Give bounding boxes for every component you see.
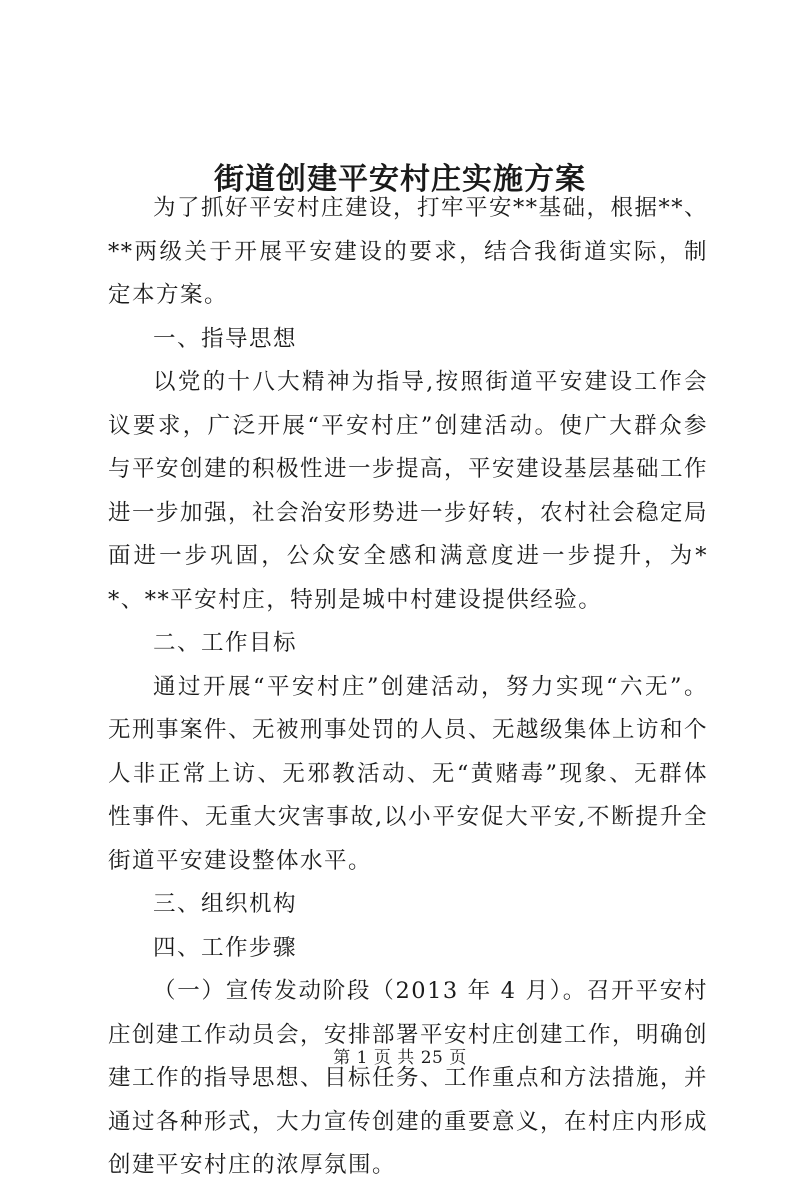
section-paragraph-guiding-ideology: 以党的十八大精神为指导,按照街道平安建设工作会议要求，广泛开展“平安村庄”创建活动。使广大群众参与平安创建的积极性进一步提高，平安建设基层基础工作进一步加强，社会治安形势进一步好转，农村社会稳定局面进一步巩固，公众安全感和满意度进一步提升，为**、**平安村庄，特别是城中村建设提供经验。 [108,369,709,613]
document-title: 街道创建平安村庄实施方案 [214,162,586,198]
section-heading-guiding-ideology: 一、指导思想 [153,325,298,352]
document-body [108,187,708,1188]
page-number-footer: 第 1 页 共 25 页 [333,1048,467,1068]
section-heading-work-steps: 四、工作步骤 [153,934,298,961]
section-heading-work-goals: 二、工作目标 [153,630,298,656]
section-heading-organization: 三、组织机构 [153,891,298,917]
section-paragraph-work-goals: 通过开展“平安村庄”创建活动，努力实现“六无”。无刑事案件、无被刑事处罚的人员、无越级集体上访和个人非正常上访、无邪教活动、无“黄赌毒”现象、无群体性事件、无重大灾害事故,以小平安促大平安,不断提升全街道平安建设整体水平。 [108,673,709,874]
section-paragraph-step-one: （一）宣传发动阶段（2013 年 4 月）。召开平安村庄创建工作动员会，安排部署平安村庄创建工作，明确创建工作的指导思想、目标任务、工作重点和方法措施，并通过各种形式，大力宣传创建的重要意义，在村庄内形成创建平安村庄的浓厚氛围。 [108,978,709,1178]
intro-paragraph: 为了抓好平安村庄建设，打牢平安**基础，根据**、**两级关于开展平安建设的要求，结合我街道实际，制定本方案。 [108,195,709,308]
